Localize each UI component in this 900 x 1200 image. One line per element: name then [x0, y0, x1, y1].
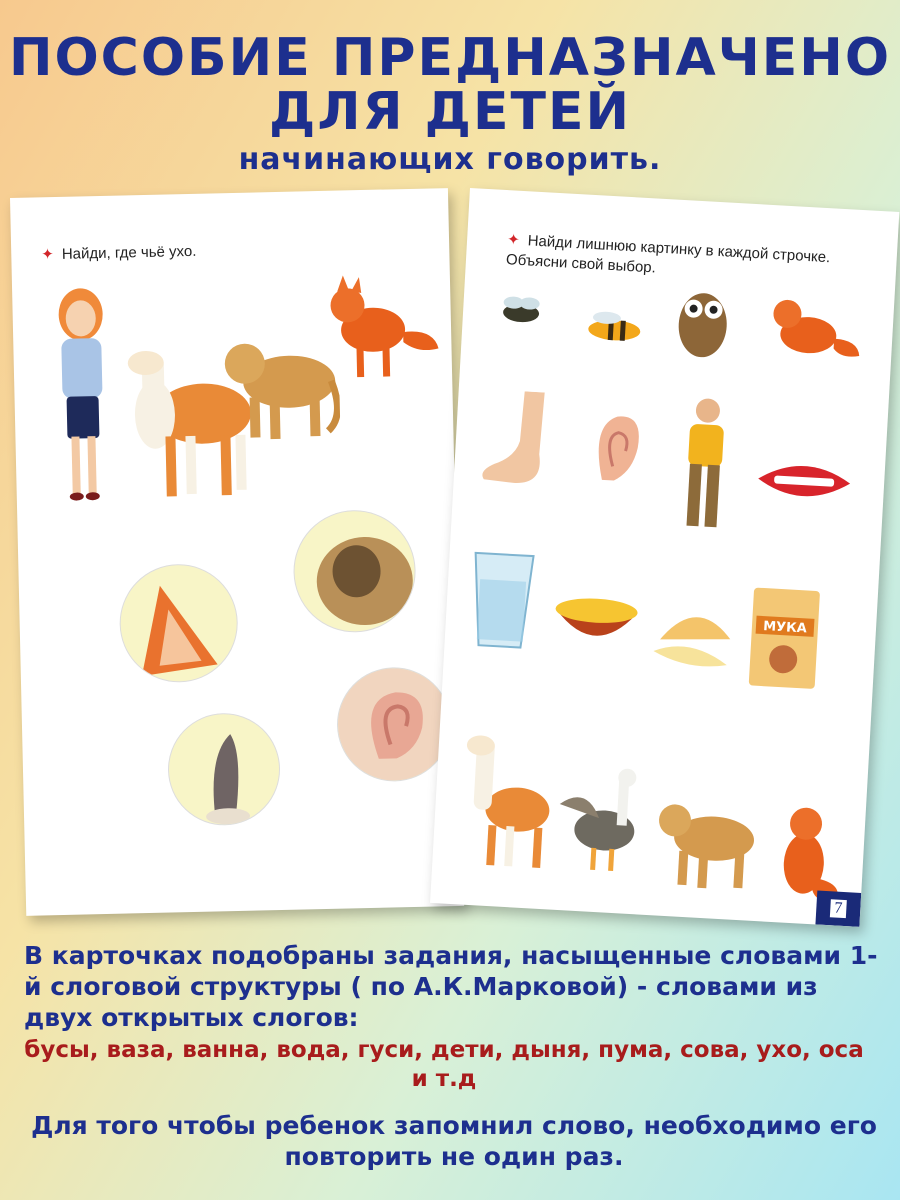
star-icon: ✦ [506, 231, 521, 249]
man-illustration[interactable] [666, 395, 744, 539]
goose-illustration[interactable] [552, 764, 658, 879]
human-ear-circle[interactable] [336, 666, 453, 783]
flour-label: МУКА [762, 619, 808, 637]
owl-illustration[interactable] [671, 280, 735, 363]
task-instruction [41, 242, 197, 264]
headline-line-2: ДЛЯ ДЕТЕЙ [269, 82, 631, 142]
fox-ear-circle[interactable] [118, 563, 239, 684]
headline-line-1: ПОСОБИЕ ПРЕДНАЗНАЧЕНО [8, 28, 892, 88]
left-workbook-page [10, 188, 464, 916]
bee-illustration[interactable] [569, 304, 651, 348]
melon-slices-illustration[interactable] [648, 599, 742, 674]
woman-illustration [40, 286, 125, 508]
foot-illustration[interactable] [473, 389, 558, 493]
flour-bag-illustration[interactable] [742, 579, 828, 693]
star-icon: ✦ [41, 246, 55, 264]
example-words: бусы, ваза, ванна, вода, гуси, дети, дыня, пума, сова, ухо, оса и т.д [24, 1037, 864, 1092]
right-workbook-page [430, 188, 899, 927]
fox-illustration [317, 273, 444, 386]
fox-illustration[interactable] [760, 285, 865, 380]
llama-ear-circle[interactable] [167, 712, 282, 827]
ear-illustration[interactable] [584, 405, 648, 488]
task-text: Найди лишнюю картинку в каждой строчке. Объясни свой выбор. [505, 232, 831, 277]
puma-ear-circle[interactable] [292, 509, 417, 634]
bowl-of-porridge-illustration[interactable] [549, 588, 642, 653]
repetition-note: Для того чтобы ребенок запомнил слово, необходимо его повторить не один раз. [31, 1111, 877, 1171]
page-number: 7 [815, 890, 861, 926]
headline-subtitle: начинающих говорить. [238, 142, 662, 177]
description-paragraph: В карточках подобраны задания, насыщенные словами 1-й слоговой структуры ( по А.К.Марковой) - словами из двух открытых слогов: [24, 941, 878, 1032]
glass-of-water-illustration[interactable] [464, 549, 539, 653]
task-text: Найди, где чьё ухо. [61, 242, 197, 263]
lips-illustration[interactable] [753, 454, 856, 510]
llama-illustration[interactable] [452, 728, 560, 873]
puma-illustration[interactable] [651, 789, 766, 895]
fly-illustration[interactable] [490, 289, 552, 332]
